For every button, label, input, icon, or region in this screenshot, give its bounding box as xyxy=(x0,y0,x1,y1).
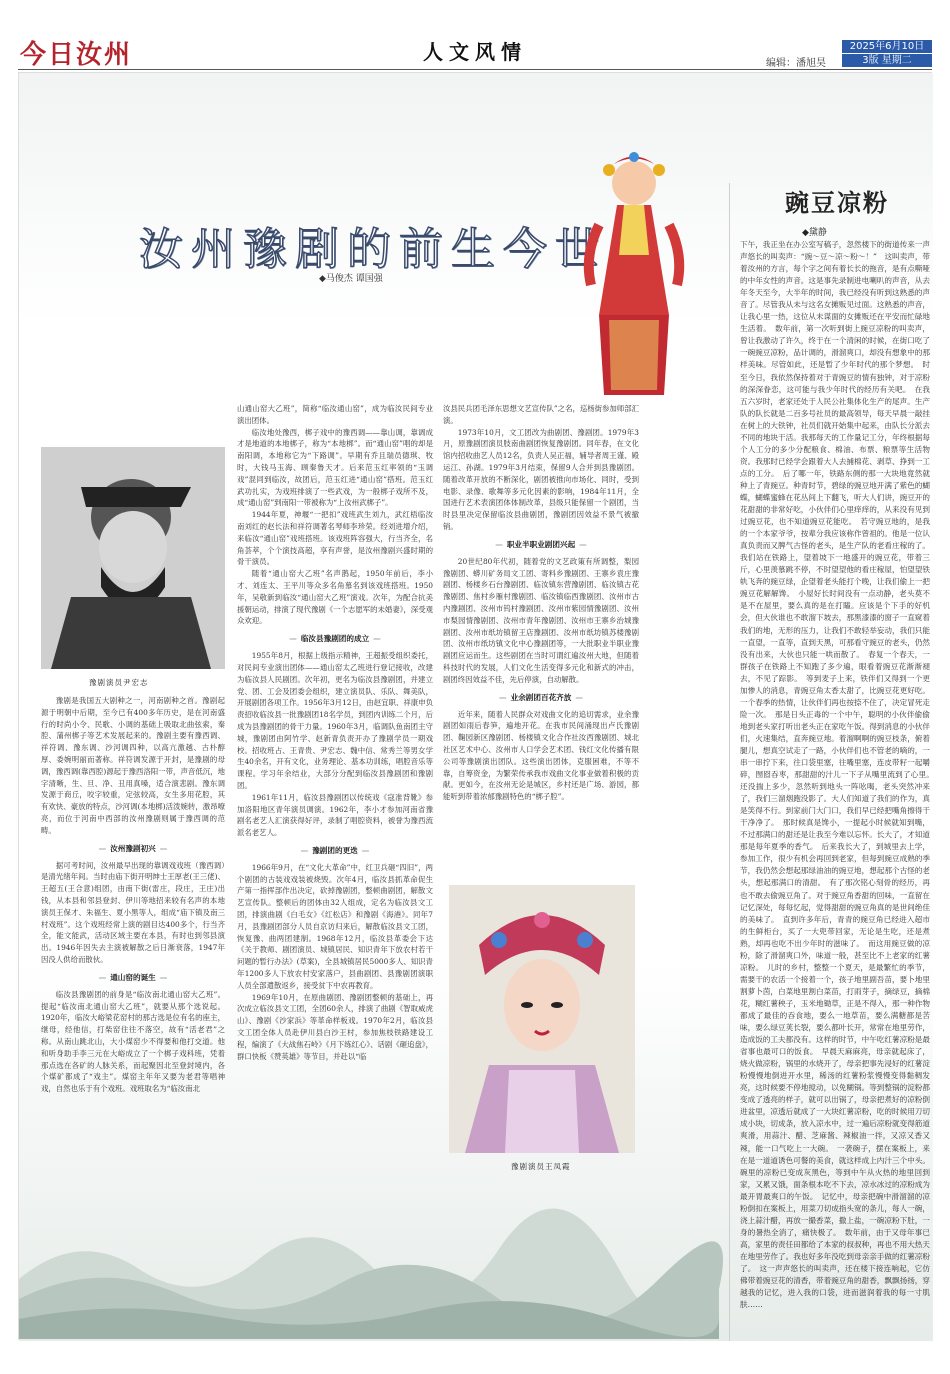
section-heading: — 汝州豫剧初兴 — xyxy=(41,843,225,854)
photo-actor-yin-hongzhi xyxy=(41,447,225,669)
photo-actor-wang-fengxia xyxy=(449,885,635,1153)
sidebar-byline: ◆黛静 xyxy=(802,228,827,238)
sidebar-article xyxy=(729,183,938,1341)
page-number: 3版 星期二 xyxy=(842,54,932,67)
article-paragraph: 临汝地处豫西，梆子戏中的豫西调——靠山调，靠调成才是地道的本地梆子，称为“本地梆”。而“通山窑”唱的却是南阳调，本地称它为“下路调”。早期有乔且瑞员德琪、牧时，大钱马玉海、顾秦鲁天才。后来范玉红率领的“玉调戏”混同到临汝，故团后，范玉红进“通山窑”搭班。范玉红武功扎实，为戏班排演了一些武戏，为一般梆子戏所不及，成“通山窑”到南阳一带被称为“上汝州武梆子”。 xyxy=(237,427,433,508)
article-paragraph: 近年来，随着人民群众对戏曲文化的追切需求，业余豫剧团如雨后春笋，遍地开花。在我市民间涌现出卢氏豫剧团、鞠园新区豫剧团、杨楼镇文化合作社汝西豫剧团、城北社区艺术中心、汝州市人口学会艺术团、钱红文化传播有限公司等豫剧演出团队。这些演出团体，克服困难，不等不靠，自筹资金，为繁荣传承我市戏曲文化事业做着积极的贡献。更如今，在汝州无论是城区，乡村还是广场、游园，都能听到带着浓郁豫剧特色的“梆子腔”。 xyxy=(443,709,639,802)
page-body xyxy=(18,72,938,1340)
issue-date: 2025年6月10日 xyxy=(842,40,932,53)
editor-credit: 编辑：潘旭昊 xyxy=(766,58,826,69)
article-paragraph: 山通山窑大乙班”，简称“临汝通山窑”，成为临汝民间专业演出团体。 xyxy=(237,404,433,425)
section-heading: — 业余剧团百花齐放 — xyxy=(443,692,639,703)
article-paragraph: 1961年11月，临汝县豫剧团以传统戏《寇准背靴》参加洛阳地区青年演员调演。1962年，李小才参加河南省豫剧名老艺人汇演获得好评，录制了唱腔资料，被誉为豫西流派名老艺人。 xyxy=(237,792,433,838)
section-title: 人文风情 xyxy=(423,40,527,64)
opera-figure-illustration xyxy=(579,145,689,405)
section-heading: — 豫剧团的更迭 — xyxy=(237,845,433,856)
sidebar-body: 下午，我正坐在办公室写稿子，忽然楼下的街道传来一声声悠长的叫卖声：“豌～豆～凉～粉～！” 这叫卖声，带着汝州的方言，每个字之间有着长长的拖音，是有点嘶哑的中年女性的声音。这是事先录制进电喇叭的声音，从去年冬天至今，大半年的时间，我已经没有听到这熟悉的声音了。尽管我从未与这名女摊贩见过面。这熟悉的声音，让我心里一热，这位从未谋面的女摊贩还在平安而忙碌地生活着。 数年前，第一次听到街上豌豆凉粉的叫卖声，曾让我激动了许久，终于在一个清闲的时候，在街口吃了一碗豌豆凉粉，品计调的，滑溜爽口，却没有想象中的那样美味。尽管如此，还是暂了少年时代的那个梦想。 时至今日，我依然保持着对于青豌豆的情有独钟，对于凉粉的深深眷恋，这可能与我少年时代的经历有关吧。 在我五六岁时，老家还处于人民公社集体化生产的尾声。生产队的队长就是二百多号社员的最高领导，每天早晨一敲挂在树上的大铁钟，社员们就开始集中起来，由队长分派去不同的地块干活。我那每天的工作量记工分，年终根据每个人工分的多少分配粮食、棉油、布票、粮票等生活物资。我那时已经学会跟着大人去捕棉花、剥草、挣到一工点的工分。 后了哪一年，铁路东侧的那一大块地竟然就种上了青豌豆。种青时节，碧绿的豌豆地开满了紫色的蝴蝶，蝴蝶蜜蜂在花丛间上下翻飞，听大人们讲，豌豆开的花甜甜的非常好吃，小伙伴们心里痒痒的，从来没有见到过豌豆花，也不知道豌豆花能吃。 若守豌豆地的，是我的一个本家爷爷，按辈分我应该称作曾祖的。他是一位认真负责而又脾气古怪的老头，是生产队的老看庄稼的了。我们站在铁路上，望着坡下一地盛开的豌豆花，带着三斤，心里羡慕跳不停，不时望望他的看庄稼屋，怕望望铁轨飞奔的豌豆绿，企望着老头能打个晚，让我们偷上一把豌豆花解解馋。 小屋好长时间没有一点动静，老头莫不是不在屋里，要么真的是在打瞌。应该是个下手的好机会，但大伙谁也不敢溜下坡去，那黑漆漆的窗子一直窥着我们的地，无形的压力，让我们不敢轻举妄动，我们只能一直望，一直等，直到天黑，可那看守豌豆的老头，仍然没有出来，大伙也只能一哄而散了。 春复一个春天，一群孩子在铁路上不知跑了多少遍，眼看着豌豆花渐渐褪去，不见了踪影。 等到麦子上来，铁伴们又得到一个更加惨人的消息，青豌豆角太香太甜了，比豌豆花更好吃。一个春季的热情，让伙伴们再也按捺不住了，决定冒死走险一次。 那是日头正毒的一个中午，聪明的小伙伴偷偷地到老头家打听出老头正在家吃午饭。得到消息的小伙伴们，火速集结，直奔豌豆地。着溜啊啊的豌豆枝条，俯着腿儿，想真空试走了一路，小伙伴们也不管老的嘀的，一串一串拧下来，往口袋里塞，往嘴里塞，连皮带籽一起嚼碎，囫囵吞枣，那甜甜的汁儿一下子从嘴里流到了心里。 还没揣上多少，忽然听到地头一阵吆喝，老头突然冲来了，我们三溜烟跑没影了。大人们知道了我们的作为，真是笑得不行。到家前门大门口，我们早已经把嘴角擦得干干净净了。 那时候真是馋小，一提起小时候就知到嘴，不过那满口的甜还是让我至今难以忘怀。长大了，才知道那是每年夏季的香气。 后来我长大了，到城里去上学，参加工作，很少有机会再回到老家，但每到豌豆成熟的季节，我仍然会想起那绿油油的豌豆地，想起那个古怪的老头，想起那满口的清甜。 有了那次铭心刻骨的经历，再也不敢去偷豌豆角了。对于豌豆角香甜的回味，一直留在记忆深处，每每忆起，觉得甜甜的豌豆角真的是世间绝佳的美味了。 直到许多年后，青青的豌豆角已经进入超市的生鲜柜台，买了一大兜带回家，无论是生吃，还是煮熟，却再也吃不出少年时的滋味了。 而这用豌豆做的凉粉，除了滑溜爽口外，味道一般，甚至比不上老家的红薯凉粉。 儿时的乡村，整整一个夏天，是最繁忙的季节，需要干的农活一个接着一个，孩子地里副吾苗，要卜地里割萝卜茵，白菜地里割白菜苗，打雨芽子，摘绿豆，摘棉花，糊红薯秧子，玉米地锄草，正是不得入，那一种作物都成了最佳的吞食地，要么一地草苗，要么满糖都是苦味，要么绿豆荚长裂，要么都叶长开，常常在地里劳作，造成饭的工夫都没有。这样的时节，中午吃红薯凉粉是最省事也最可口的饭食。 早晨天麻麻亮，母亲就起床了，烧火做凉粉，锅里的水烧开了，母亲把事先浸好的红薯淀粉慢慢地倒进开水里，稀汤的红薯粉浆慢慢变得黏稠发亮，这时候要不停地搅动，以免糊锅。等到整锅的淀粉都变成了透亮的样子，就可以出锅了，母亲把煮好的凉粉倒进盆里，凉透后就成了一大块红薯凉粉，吃的时候用刀切成小块，切成条，放入凉水中，过一遍后凉粉就变得筋道爽滑，用蒜汁、醋、芝麻酱、辣椒油一拌，又凉又香又辣，能一口气吃上一大碗。 一袭碗子，摆在案板上，来在是一道道诱色可餐的美食，就这样成上内汁三个中头。碗里的凉粉已变成灰黑色，等到中午从火热的地里回到家，又累又饿，面条根本吃不下去，凉水冰过的凉粉成为最开胃最爽口的午饭。 记忆中，母亲把碗中滑溜溜的凉粉倒扣在案板上，用菜刀切成指头宽的条儿，每人一碗，浇上蒜汁醋，再放一撮香菜，撒上盐，一碗凉粉下肚，一身的暑热全消了，痛快极了。 数年前，由于又母年事已高，家里的责任田都给了本家的叔叔种，再也不用大热天在地里劳作了。我也好多年没吃到母亲亲手做的红薯凉粉了。 这一声声悠长的叫卖声，还在楼下接连响起，它仿佛带着豌豆花的清香，带着豌豆角的甜香，飘飘扬扬，穿越我的记忆，进入我的口袋，进而滋润着我的每一寸肌肤…… xyxy=(740,240,938,1310)
article-paragraph: 随着“通山窑大乙班”名声鹊起，1950年前后，李小才、刘连太、王平川等众多名角慕名到该戏班搭班。1950年，吴敬新到临汝“通山窑大乙班”演戏。次年，为配合抗美援朝运动，排演了现代豫剧《一个志愿军的未婚妻》，深受观众欢迎。 xyxy=(237,569,433,626)
article-paragraph: 1966年9月，在“文化大革命”中，红卫兵砸“四旧”，两个剧团的古装戏戏装被烧毁。次年4月，临汝县抓革命促生产第一指挥部作出决定，砍掉豫剧团，整顿曲剧团，解散文艺宣传队。整顿后的团体由32人组成，定名为临汝县文工团，排演曲剧《白毛女》《红松店》和豫剧《海港》。同年7月，县豫剧团部分人员自京访归来后，解散临汝县文工团，恢复豫、曲两团建制。1968年12月，临汝县革委会下达《关于教师、剧团演员、城镇居民、知识青年下放农村若干问题的暂行办法》(草案)，全县城镇居民5000多人、知识青年1200多人下放农村安家落户，县曲剧团、县豫剧团演职人员全部遣散返乡，接受贫下中农再教育。 xyxy=(237,862,433,990)
photo-caption-1: 豫剧演员尹宏志 xyxy=(89,678,149,687)
article-byline: ◆马俊杰 谭国强 xyxy=(319,274,383,284)
section-heading: — 通山窑的诞生 — xyxy=(41,972,225,983)
article-paragraph: 1973年10月，文工团改为曲剧团、豫剧团。1979年3月，原豫剧团演员肢南曲剧团恢复豫剧团。同年春，在文化馆内招收曲艺人员12名，负责人吴正福，辅导者周王谨、殿运江、孙湖。1979年3月结束，保留9人合并到县豫剧团。随着改革开放的不断深化，剧团被推向市场化、同时，受到电影、录像、歌舞等多元化因素的影响，1984年11月，全国进行艺术表演团体体制改革，县级只能保留一个剧团，当时县里决定保留临汝县曲剧团，豫剧团因效益不景气被撤销。 xyxy=(443,427,639,531)
newspaper-logo: 今日汝州 xyxy=(20,40,133,70)
article-paragraph: 1944年夏，神堰“一把扣”戏班武生刘九，武红梧临汝南刘红的赵长法和祥符调著名琴师李珍荣。经刘进增介绍，来临汝“通山窑”戏班搭班。该戏班阵容强大，行当齐全，名角荟萃，个个演技高超，享有声誉，是汝州豫剧兴盛时期的骨干演员。 xyxy=(237,510,433,567)
date-box xyxy=(842,40,932,68)
article-title: 汝州豫剧的前生今世 xyxy=(139,224,607,275)
article-column-3 xyxy=(443,403,639,873)
photo-caption-2: 豫剧演员王凤霞 xyxy=(511,1162,571,1171)
sidebar-title: 豌豆凉粉 xyxy=(785,188,889,217)
article-paragraph: 1955年8月，根据上级指示精神，王超振受组织委托，对民间专业演出团体——通山窑太乙班进行登记接收，改建为临汝县人民剧团。次年初，更名为临汝县豫剧团，并建立党、团、工会及团委会组织，建立演员队、乐队、舞美队，开展剧团各项工作。1956年3月12日，由赵宜职、祥康申负责招收临汝县一批豫剧团18名学员，到团内训练二个月，后成为县豫剧团的骨干力量。1960年3月，临调队鱼南团主守城，豫剧团由阿竹学、赵新青负责开办了豫剧学员一期戏校。招收班占、王青贵、尹宏志、魏中信、常秀兰等男女学生40余名，开有文化，业务理论、基本功训练，唱腔音乐等课程。学习年余结业，大部分分配到临汝县豫剧团和豫剧团。 xyxy=(237,651,433,790)
section-heading: — 临汝县豫剧团的成立 — xyxy=(237,633,433,644)
article-column-2 xyxy=(237,403,433,1245)
article-paragraph: 汝县民兵团毛泽东思想文艺宣传队”之名，巡杨街参加师部汇演。 xyxy=(443,404,639,425)
section-heading: — 职业半职业剧团兴起 — xyxy=(443,539,639,550)
article-paragraph: 临汝县豫剧团的前身是“临汝南北通山窑大乙班”。提起“临汝南北通山窑大乙班”，就要从那个选说起。1920年，临汝大峪梁花窑村的那古选是位有名的座主，继母，经他信，打柴窑住往不落空，故有“活老君”之称。从南山跳北山，大小煤窑少不得要和他打交道。他和听身助手李三元在大峪成立了一个梆子戏科班，凭着那点选在各矿的人脉关系，而起聚因北至登封境内，各个煤矿都成了“戏主”。煤窑主年年又要为老君等唱神戏，自然也乐于有个戏班。戏班取名为“临汝南北 xyxy=(41,989,225,1094)
article-column-1 xyxy=(41,695,225,1255)
article-paragraph: 据可考时间，汝州最早出现的靠调戏戏班（豫西调）是清光绪年间。当时由庙下街开明绅士王厚老(王三佬)、王超五(王合意)组团，由南下街(雷庄，段庄，王庄)出钱，从本县和邻县登封、伊川等地招来较有名声的本地演员王保才、朱福生、夏小黑等人，组成“庙下镇及南三村戏班”。这个戏班经常上演的剧目达400多个，行当齐全，能文能武，活动区域主要在本县，有时也到邻县演出。1946年因失去主演被解散之后日渐衰落，1947年因没人供给而散伙。 xyxy=(41,860,225,964)
masthead xyxy=(18,30,932,70)
article-intro: 豫剧是我国五大剧种之一，河南剧种之首。豫剧起源于明朝中后期，至今已有400多年历史，是在河南盛行的时尚小令、民歌、小调的基础上吸取北曲弦索，秦腔、蒲州梆子等艺术发展起来的。豫剧主要有豫西调、祥符调、豫东调、沙河调四种，以高亢激越、古朴醇厚、委婉明丽而著称。祥符调发源于开封，是豫剧的母调，豫西调(靠西腔)源起于豫西洛阳一带，声音低沉，地字清晰，生、旦、净、丑用真嗓，适合演悲剧。豫东调发源于商丘，咬字较重，定弦较高，女生多用花腔，其有欢快、豪放的特点，沙河调(本地梆)活泼婉转，激昂嘹亮，而位于河南中西部的汝州豫剧则属于豫西调的范畴。 xyxy=(41,696,225,835)
article-paragraph: 20世纪80年代初，随着党的文艺政策有所调整，梨园豫剧团、蟒川矿务局文工团、寄料乡豫剧团、王寨乡袁庄豫剧团、杨楼乡石台豫剧团、临汝镇东营豫剧团、临汝镇古花豫剧团、焦村乡雁村豫剧团、临汝镇临西豫剧团、汝州市古内豫剧团、汝州市钨村豫剧团、汝州市紫园情豫剧团、汝州市梨园情豫剧团、汝州市青年豫剧团、汝州市王寨乡治城豫剧团、汝州市纸坊镇留王店豫剧团、汝州市纸坊镇苏楼豫剧团、汝州市纸坊镇文化中心豫剧团等，一大批职业半职业豫剧团应运而生。这些剧团在当时可谓红遍汝州大地，但随着科技时代的发展，人们文化生活变得多元化和新式的冲击，剧团终因效益不佳，先后停演，自动解散。 xyxy=(443,556,639,684)
article-paragraph: 1969年10月，在原曲剧团、豫剧团整顿的基础上，再次成立临汝县文工团，全团60余人，排演了曲剧《智取威虎山》、豫剧《沙家浜》等革命样板戏。1970年2月，临汝县文工团全体人员赴伊川县白沙王村，参加焦枝铁路建设工程，编演了《大战焦石岭》《月下练红心》、话剧《砸追盘》，群口快板《赞英雄》等节目，并赴以“临 xyxy=(237,992,433,1061)
